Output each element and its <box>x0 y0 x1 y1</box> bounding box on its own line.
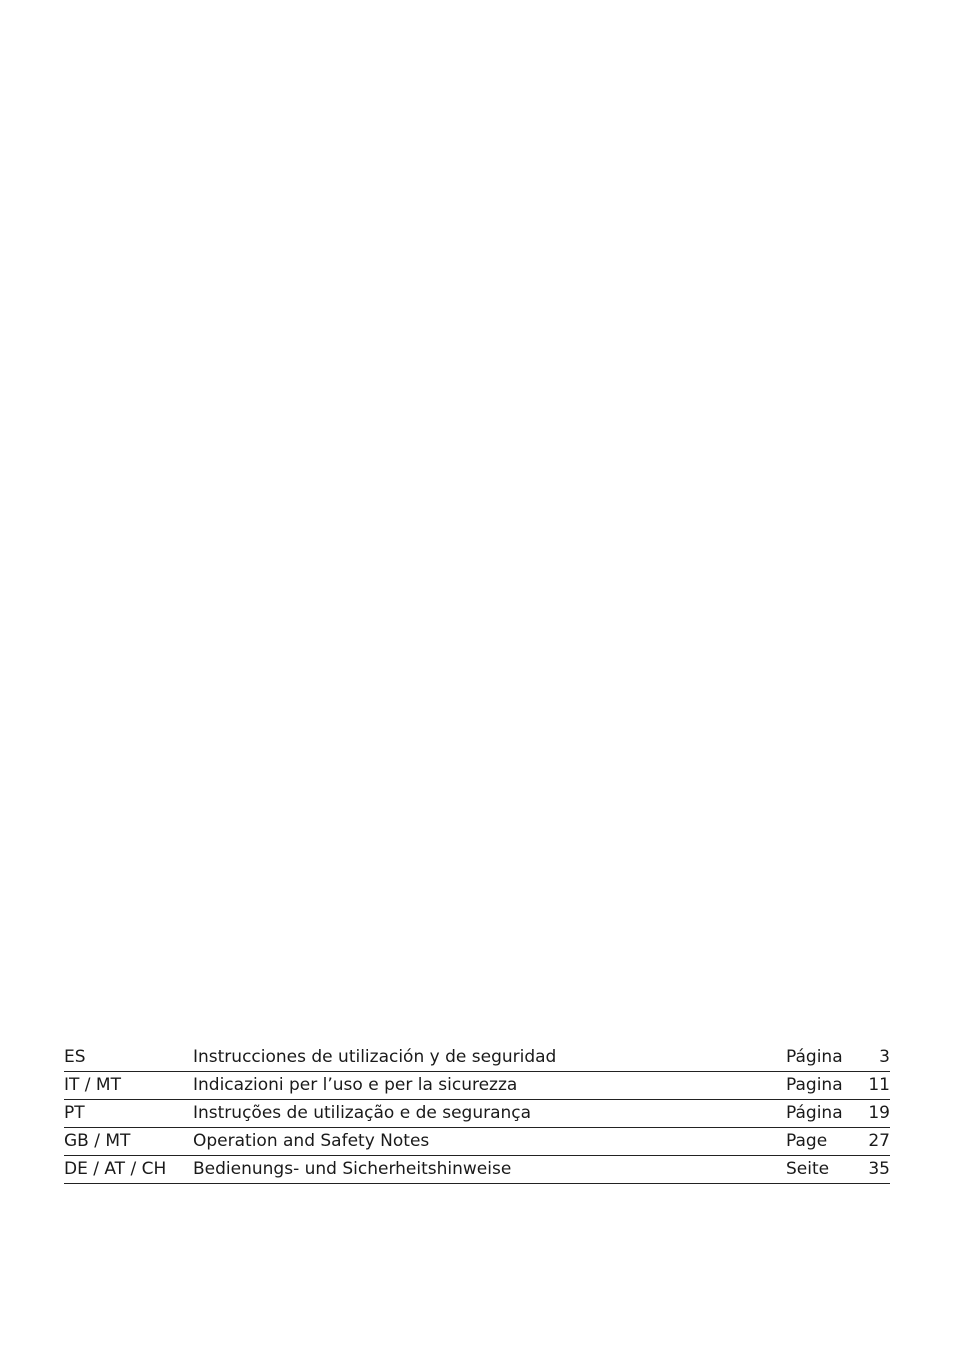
toc-title: Instruções de utilização e de segurança <box>193 1103 532 1123</box>
toc-row-es <box>64 1044 890 1072</box>
toc-row-pt <box>64 1100 890 1128</box>
toc-page-number: 11 <box>868 1075 890 1095</box>
toc-title: Indicazioni per l’uso e per la sicurezza <box>193 1075 518 1095</box>
toc-page-label: Pagina <box>786 1075 843 1095</box>
toc-page-label: Página <box>786 1103 843 1123</box>
table-of-contents <box>64 1044 890 1184</box>
toc-language: GB / MT <box>64 1131 131 1151</box>
toc-title: Bedienungs- und Sicherheitshinweise <box>193 1159 512 1179</box>
toc-row-de-at-ch <box>64 1156 890 1184</box>
toc-page-number: 27 <box>868 1131 890 1151</box>
toc-title: Instrucciones de utilización y de seguridad <box>193 1047 557 1067</box>
toc-page-number: 35 <box>868 1159 890 1179</box>
toc-language: DE / AT / CH <box>64 1159 167 1179</box>
toc-page-number: 19 <box>868 1103 890 1123</box>
toc-language: PT <box>64 1103 85 1123</box>
toc-row-it-mt <box>64 1072 890 1100</box>
toc-title: Operation and Safety Notes <box>193 1131 430 1151</box>
toc-row-gb-mt <box>64 1128 890 1156</box>
toc-page-label: Página <box>786 1047 843 1067</box>
toc-page-label: Seite <box>786 1159 830 1179</box>
toc-language: ES <box>64 1047 86 1067</box>
toc-page-label: Page <box>786 1131 828 1151</box>
toc-language: IT / MT <box>64 1075 121 1095</box>
toc-page-number: 3 <box>879 1047 890 1067</box>
